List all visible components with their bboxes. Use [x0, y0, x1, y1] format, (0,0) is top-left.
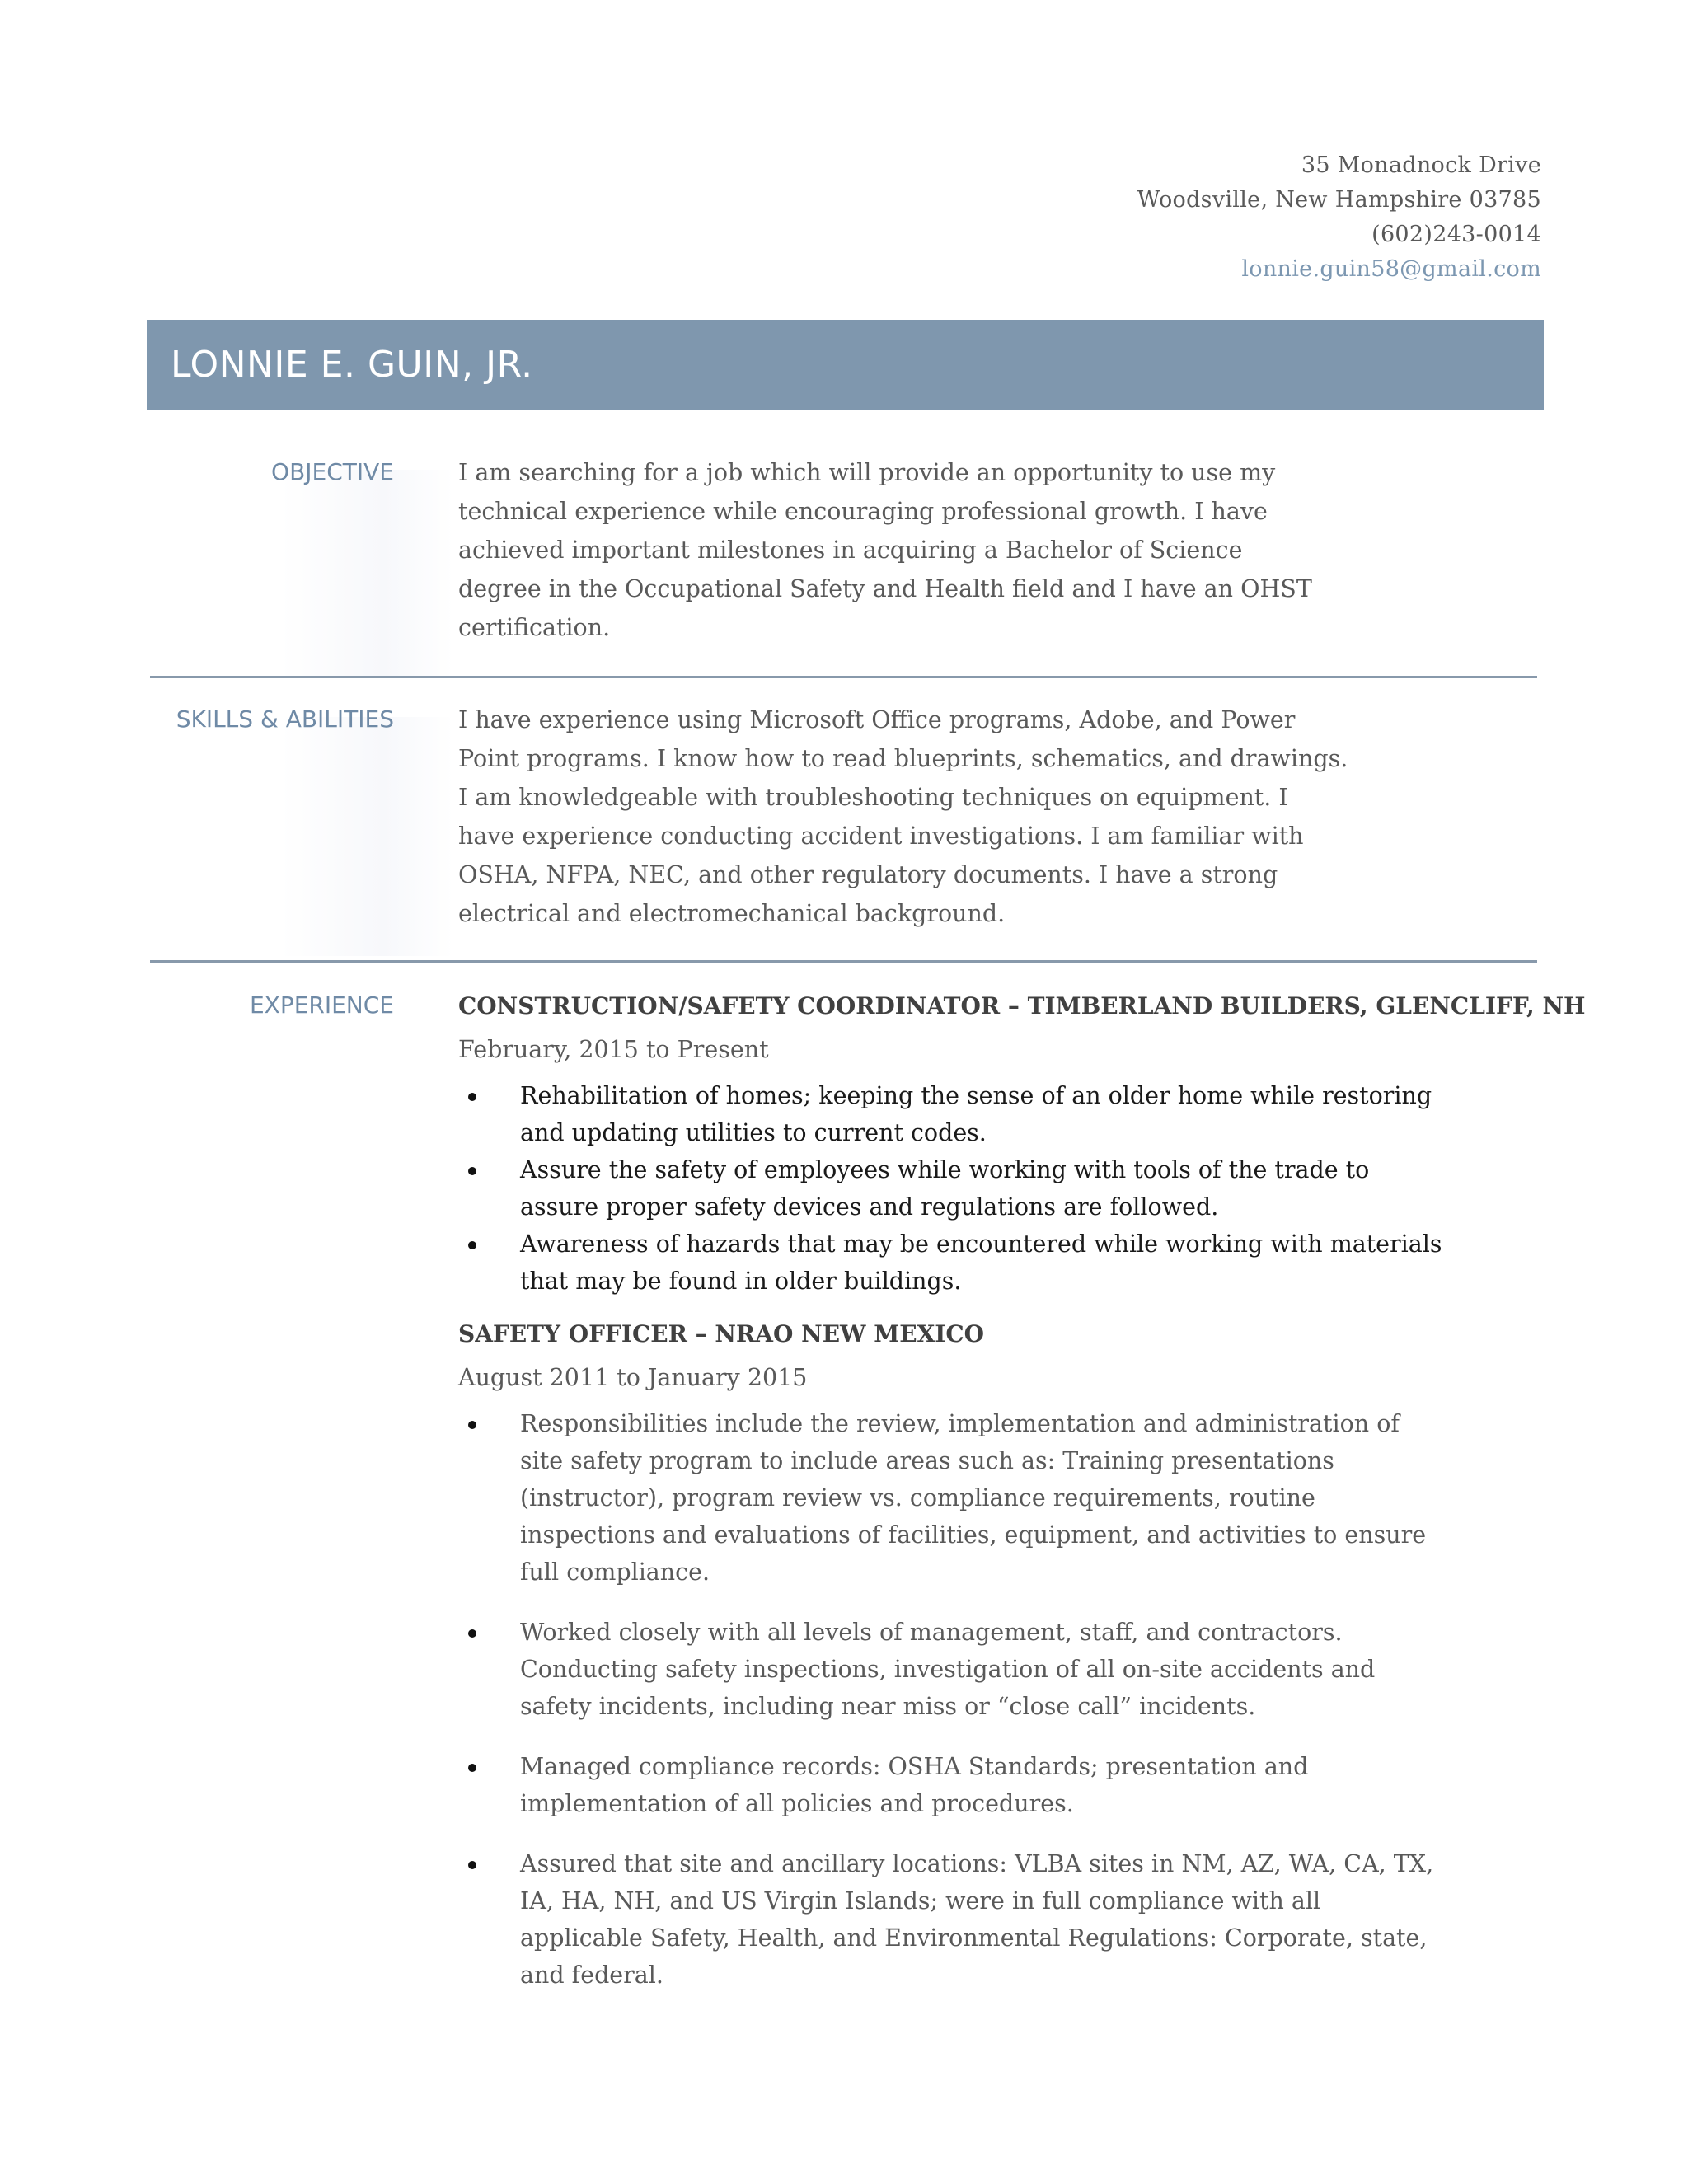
bullet-icon: [468, 1861, 476, 1869]
list-item: [458, 1614, 1447, 1725]
bullet-icon: [468, 1093, 476, 1101]
contact-email[interactable]: lonnie.guin58@gmail.com: [1241, 256, 1541, 282]
skills-section: [148, 701, 1537, 940]
job-entry: [458, 1315, 1522, 1994]
job-bullets: [458, 1405, 1447, 1994]
list-item: [458, 1748, 1447, 1822]
skills-heading: SKILLS & ABILITIES: [176, 705, 394, 733]
list-item: [458, 1077, 1447, 1151]
skills-text: I have experience using Microsoft Office programs, Adobe, and Power Point programs. I know how to read blueprints, schematics, and drawings. I am knowledgeable with troubleshooting techniques on equipment. I have experience conducting accident investigations. I am familiar with OSHA, NFPA, NEC, and other regulatory documents. I have a strong electrical and electromechanical background.: [458, 706, 1348, 927]
contact-city: Woodsville, New Hampshire 03785: [1137, 187, 1541, 213]
name-banner: [147, 320, 1544, 410]
objective-section: [148, 453, 1537, 651]
contact-block: [1137, 148, 1541, 287]
objective-body: [458, 453, 1332, 647]
bullet-text: Awareness of hazards that may be encountered while working with materials that may be found in older buildings.: [520, 1230, 1442, 1295]
bullet-icon: [468, 1167, 476, 1175]
experience-heading: EXPERIENCE: [249, 991, 394, 1019]
bullet-text: Assure the safety of employees while working with tools of the trade to assure proper safety devices and regulations are followed.: [520, 1156, 1370, 1221]
objective-text: I am searching for a job which will provide an opportunity to use my technical experience while encouraging professional growth. I have achieved important milestones in acquiring a Bachelor of Science degree in the Occupational Safety and Health field and I have an OHST certification.: [458, 459, 1312, 641]
section-divider: [150, 960, 1537, 963]
bullet-text: Worked closely with all levels of management, staff, and contractors. Conducting safety inspections, investigation of all on-site accidents and safety incidents, including near miss or “close call” incidents.: [520, 1619, 1376, 1720]
bullet-icon: [468, 1764, 476, 1772]
contact-phone: (602)243-0014: [1372, 222, 1541, 247]
job-entry: [458, 987, 1586, 1300]
bullet-icon: [468, 1241, 476, 1249]
list-item: [458, 1845, 1447, 1994]
bullet-text: Responsibilities include the review, implementation and administration of site safety program to include areas such as: Training presentations (instructor), program review vs. compliance requirements, routine inspections and evaluations of facilities, equipment, and activities to ensure full compliance.: [520, 1410, 1427, 1586]
job-dates: August 2011 to January 2015: [458, 1364, 808, 1391]
bullet-text: Rehabilitation of homes; keeping the sense of an older home while restoring and updating utilities to current codes.: [520, 1082, 1432, 1146]
bullet-text: Managed compliance records: OSHA Standards; presentation and implementation of all policies and procedures.: [520, 1753, 1309, 1817]
bullet-icon: [468, 1629, 476, 1638]
candidate-name: LONNIE E. GUIN, JR.: [171, 344, 533, 386]
list-item: [458, 1405, 1447, 1591]
job-title: SAFETY OFFICER – NRAO NEW MEXICO: [458, 1320, 985, 1347]
skills-body: [458, 701, 1348, 933]
experience-section: [148, 987, 1586, 1989]
list-item: [458, 1151, 1447, 1226]
bullet-icon: [468, 1421, 476, 1429]
job-bullets: [458, 1077, 1447, 1300]
experience-body: [458, 987, 1586, 2017]
bullet-text: Assured that site and ancillary locations: VLBA sites in NM, AZ, WA, CA, TX, IA, HA, NH, and US Virgin Islands; were in full compliance with all applicable Safety, Health, and Environmental Regulations: Corporate, state, and federal.: [520, 1850, 1434, 1989]
section-divider: [150, 676, 1537, 678]
contact-address: 35 Monadnock Drive: [1301, 152, 1541, 178]
list-item: [458, 1226, 1447, 1300]
job-title: CONSTRUCTION/SAFETY COORDINATOR – TIMBERLAND BUILDERS, GLENCLIFF, NH: [458, 992, 1586, 1019]
objective-heading: OBJECTIVE: [271, 458, 394, 485]
job-dates: February, 2015 to Present: [458, 1036, 769, 1063]
